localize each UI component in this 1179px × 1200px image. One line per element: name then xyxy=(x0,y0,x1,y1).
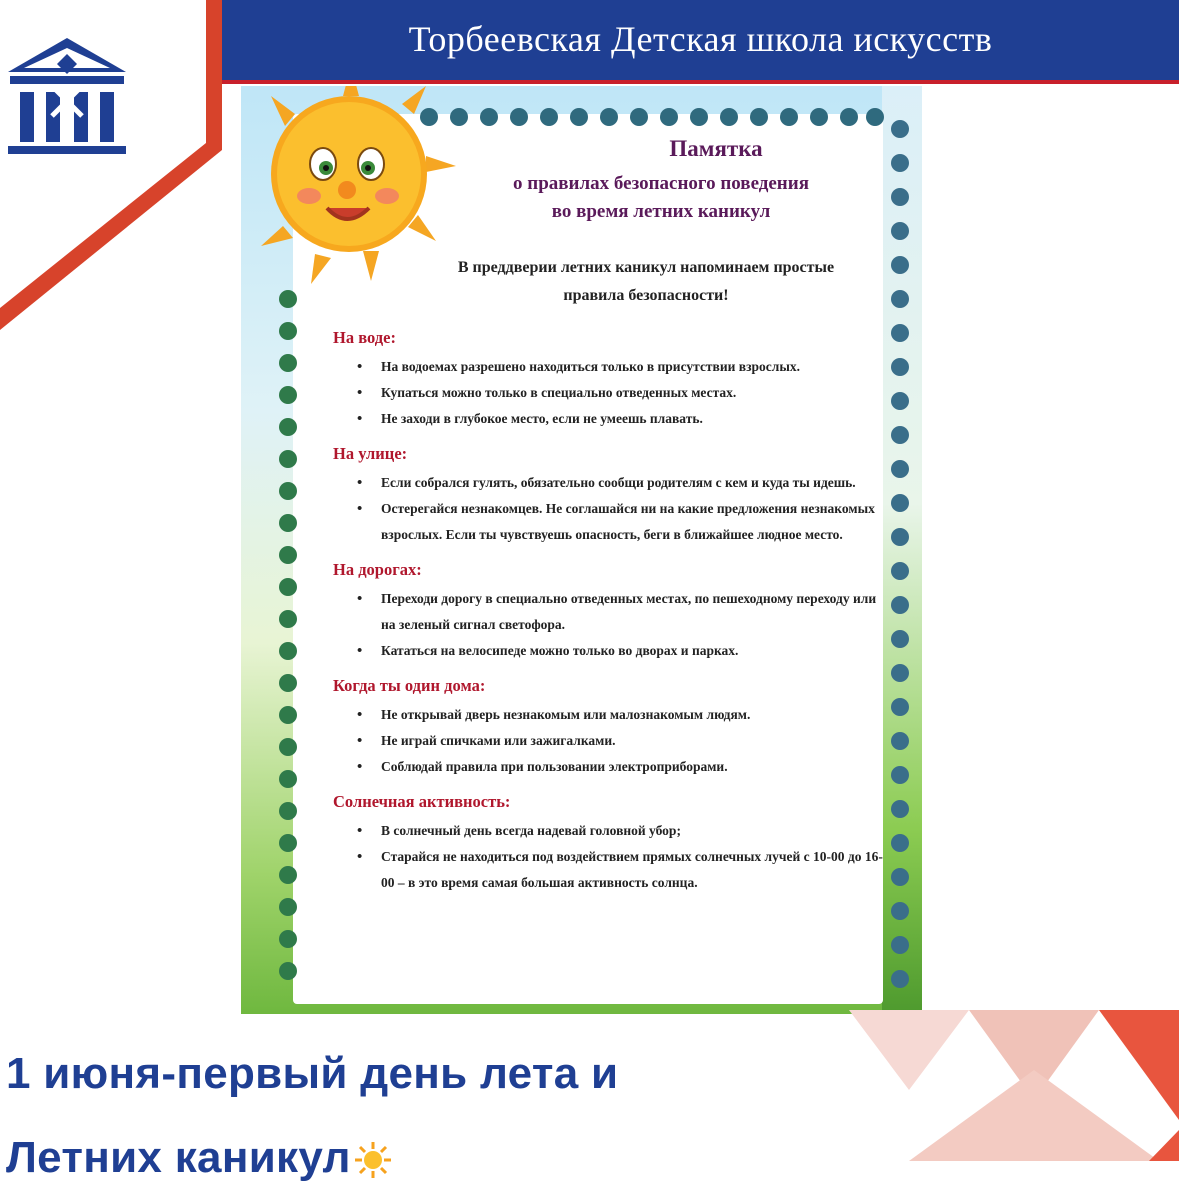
safety-sections xyxy=(333,328,893,908)
section-water xyxy=(333,328,893,432)
poster-title: Памятка xyxy=(669,136,763,161)
section-street xyxy=(333,444,893,548)
section-heading: На дорогах: xyxy=(333,560,422,579)
list-item: • Остерегайся незнакомцев. Не соглашайся ни на какие предложения незнакомых взрослых. Если ты чувствуешь опасность, беги в ближайшее людное место. xyxy=(357,496,893,548)
list-item: • Соблюдай правила при пользовании электроприборами. xyxy=(357,754,893,780)
list-item: • Не открывай дверь незнакомым или малознакомым людям. xyxy=(357,702,893,728)
list-item: • Старайся не находиться под воздействием прямых солнечных лучей с 10-00 до 16-00 – в это время самая большая активность солнца. xyxy=(357,844,893,896)
poster-subtitle-line-1: о правилах безопасного поведения xyxy=(513,173,809,194)
section-heading: На воде: xyxy=(333,328,396,347)
caption-line-2: Летних каникул xyxy=(6,1133,351,1182)
flower-border-left xyxy=(275,286,301,1006)
list-item: • Кататься на велосипеде можно только во дворах и парках. xyxy=(357,638,893,664)
poster-intro-line-1: В преддверии летних каникул напоминаем простые xyxy=(457,259,835,276)
section-heading: Солнечная активность: xyxy=(333,792,511,811)
list-item: • Купаться можно только в специально отведенных местах. xyxy=(357,380,893,406)
section-home-alone xyxy=(333,676,893,780)
list-item: • Если собрался гулять, обязательно сообщи родителям с кем и куда ты идешь. xyxy=(357,470,893,496)
section-heading: На улице: xyxy=(333,444,408,463)
header-bar xyxy=(222,0,1179,84)
caption-line-1: 1 июня-первый день лета и xyxy=(6,1049,619,1098)
list-item: • Переходи дорогу в специально отведенных местах, по пешеходному переходу или на зеленый сигнал светофора. xyxy=(357,586,893,638)
flower-border-top xyxy=(416,104,886,130)
poster-subtitle-line-2: во время летних каникул xyxy=(551,201,771,222)
caption-line-2-wrap xyxy=(6,1116,906,1200)
section-heading: Когда ты один дома: xyxy=(333,676,486,695)
poster-intro xyxy=(421,254,871,310)
safety-poster xyxy=(241,86,922,1014)
section-roads xyxy=(333,560,893,664)
poster-intro-line-2: правила безопасности! xyxy=(563,287,729,304)
list-item: • Не заходи в глубокое место, если не умеешь плавать. xyxy=(357,406,893,432)
school-building-icon xyxy=(6,36,128,158)
caption xyxy=(6,1032,906,1200)
poster-subtitle xyxy=(471,170,851,226)
school-name: Торбеевская Детская школа искусств xyxy=(408,19,993,59)
list-item: • Не играй спичками или зажигалками. xyxy=(357,728,893,754)
list-item: • На водоемах разрешено находиться только в присутствии взрослых. xyxy=(357,354,893,380)
sun-icon xyxy=(353,1140,393,1180)
list-item: • В солнечный день всегда надевай головной убор; xyxy=(357,818,893,844)
section-sun-activity xyxy=(333,792,893,896)
